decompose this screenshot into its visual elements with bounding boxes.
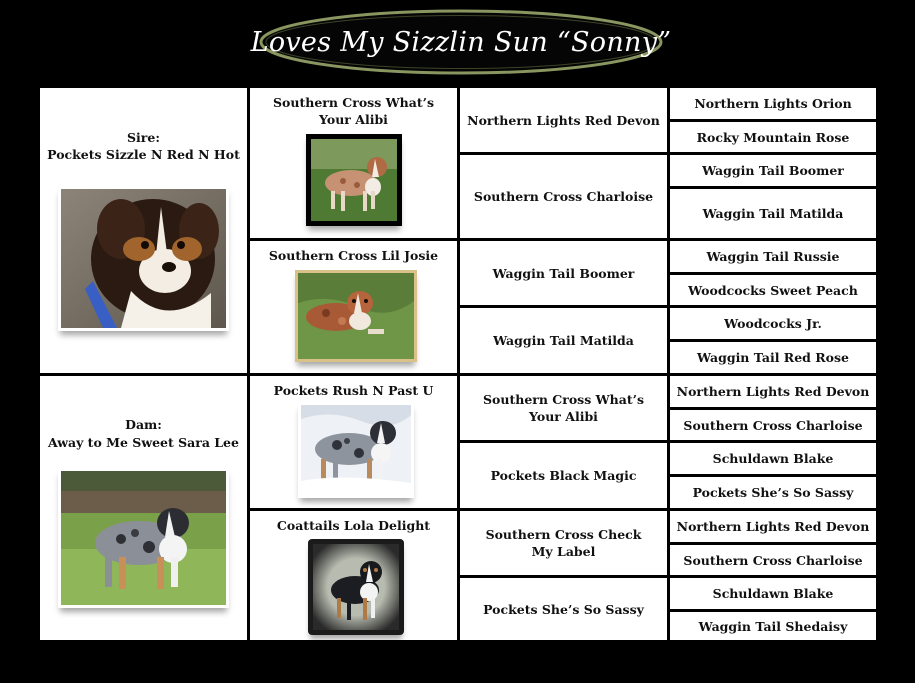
- black-tri-dog-standing-icon: [313, 544, 399, 630]
- grandparent-photo: [295, 270, 417, 362]
- great-great-grandparent-cell: [670, 477, 876, 508]
- great-great-grandparent-cell: [670, 342, 876, 373]
- great-great-grandparent-cell: [670, 443, 876, 474]
- red-merle-dog-lying-icon: [298, 273, 414, 359]
- great-grandparent-name: Southern Cross What’s Your Alibi: [483, 392, 644, 424]
- sire-photo: [58, 186, 229, 331]
- great-great-grandparent-cell: [670, 241, 876, 272]
- great-grandparent-cell: [460, 511, 667, 575]
- great-great-grandparent-name: Pockets She’s So Sassy: [692, 485, 854, 500]
- red-tri-dog-portrait-icon: [61, 189, 226, 328]
- great-grandparent-cell: [460, 155, 667, 238]
- grandparent-name: Southern Cross What’s Your Alibi: [273, 95, 434, 127]
- great-great-grandparent-name: Schuldawn Blake: [712, 586, 834, 601]
- dam-name: Away to Me Sweet Sara Lee: [48, 435, 239, 450]
- great-great-grandparent-name: Schuldawn Blake: [712, 451, 834, 466]
- great-grandparent-name: Waggin Tail Matilda: [493, 333, 634, 348]
- great-grandparent-cell: [460, 578, 667, 640]
- great-great-grandparent-cell: [670, 410, 876, 440]
- great-great-grandparent-name: Waggin Tail Red Rose: [697, 350, 849, 365]
- great-great-grandparent-name: Waggin Tail Russie: [706, 249, 840, 264]
- great-great-grandparent-cell: [670, 88, 876, 119]
- great-great-grandparent-cell: [670, 578, 876, 609]
- great-grandparent-cell: [460, 443, 667, 508]
- great-grandparent-name: Pockets She’s So Sassy: [483, 601, 644, 617]
- great-great-grandparent-name: Waggin Tail Shedaisy: [698, 618, 848, 634]
- dam-photo: [58, 468, 229, 608]
- grandparent-cell: [250, 376, 457, 508]
- great-great-grandparent-cell: [670, 122, 876, 152]
- great-grandparent-name: Northern Lights Red Devon: [467, 112, 660, 128]
- sire-name: Pockets Sizzle N Red N Hot: [47, 147, 240, 162]
- great-grandparent-name: Southern Cross Charloise: [473, 189, 654, 204]
- great-great-grandparent-name: Waggin Tail Matilda: [702, 206, 844, 221]
- grandparent-name: Pockets Rush N Past U: [273, 383, 434, 398]
- great-great-grandparent-name: Northern Lights Red Devon: [676, 384, 870, 399]
- blue-merle-dog-standing-icon: [61, 471, 226, 605]
- great-great-grandparent-cell: [670, 308, 876, 339]
- grandparent-name: Coattails Lola Delight: [276, 518, 431, 533]
- grandparent-photo: [306, 134, 402, 226]
- page-title: Loves My Sizzlin Sun “Sonny”: [250, 26, 672, 58]
- great-grandparent-cell: [460, 241, 667, 305]
- great-great-grandparent-cell: [670, 155, 876, 186]
- great-great-grandparent-cell: [670, 545, 876, 575]
- great-great-grandparent-cell: [670, 511, 876, 542]
- grandparent-photo: [308, 539, 404, 635]
- grandparent-cell: [250, 241, 457, 373]
- great-great-grandparent-cell: [670, 275, 876, 305]
- great-great-grandparent-cell: [670, 612, 876, 640]
- grandparent-name: Southern Cross Lil Josie: [268, 248, 439, 263]
- great-grandparent-cell: [460, 308, 667, 373]
- great-great-grandparent-name: Waggin Tail Boomer: [702, 163, 844, 178]
- great-grandparent-cell: [460, 376, 667, 440]
- great-great-grandparent-name: Southern Cross Charloise: [683, 417, 863, 433]
- great-grandparent-cell: [460, 88, 667, 152]
- dam-role-label: Dam:: [125, 417, 162, 432]
- great-great-grandparent-name: Woodcocks Sweet Peach: [688, 282, 858, 298]
- great-grandparent-name: Pockets Black Magic: [490, 468, 637, 483]
- great-great-grandparent-name: Southern Cross Charloise: [683, 552, 863, 568]
- grandparent-photo: [298, 402, 414, 498]
- great-great-grandparent-cell: [670, 376, 876, 407]
- sire-cell: [40, 88, 247, 373]
- grandparent-cell: [250, 88, 457, 238]
- dam-cell: [40, 376, 247, 640]
- blue-merle-dog-snow-icon: [301, 405, 411, 495]
- title-banner: [250, 8, 672, 76]
- great-great-grandparent-name: Woodcocks Jr.: [724, 316, 822, 331]
- great-great-grandparent-name: Rocky Mountain Rose: [696, 129, 850, 145]
- great-great-grandparent-name: Northern Lights Orion: [694, 96, 852, 111]
- sire-role-label: Sire:: [127, 130, 160, 145]
- great-grandparent-name: Waggin Tail Boomer: [492, 265, 635, 281]
- red-merle-dog-standing-icon: [311, 139, 397, 221]
- great-great-grandparent-cell: [670, 189, 876, 238]
- great-grandparent-name: Southern Cross Check My Label: [485, 527, 642, 559]
- grandparent-cell: [250, 511, 457, 640]
- great-great-grandparent-name: Northern Lights Red Devon: [676, 519, 870, 534]
